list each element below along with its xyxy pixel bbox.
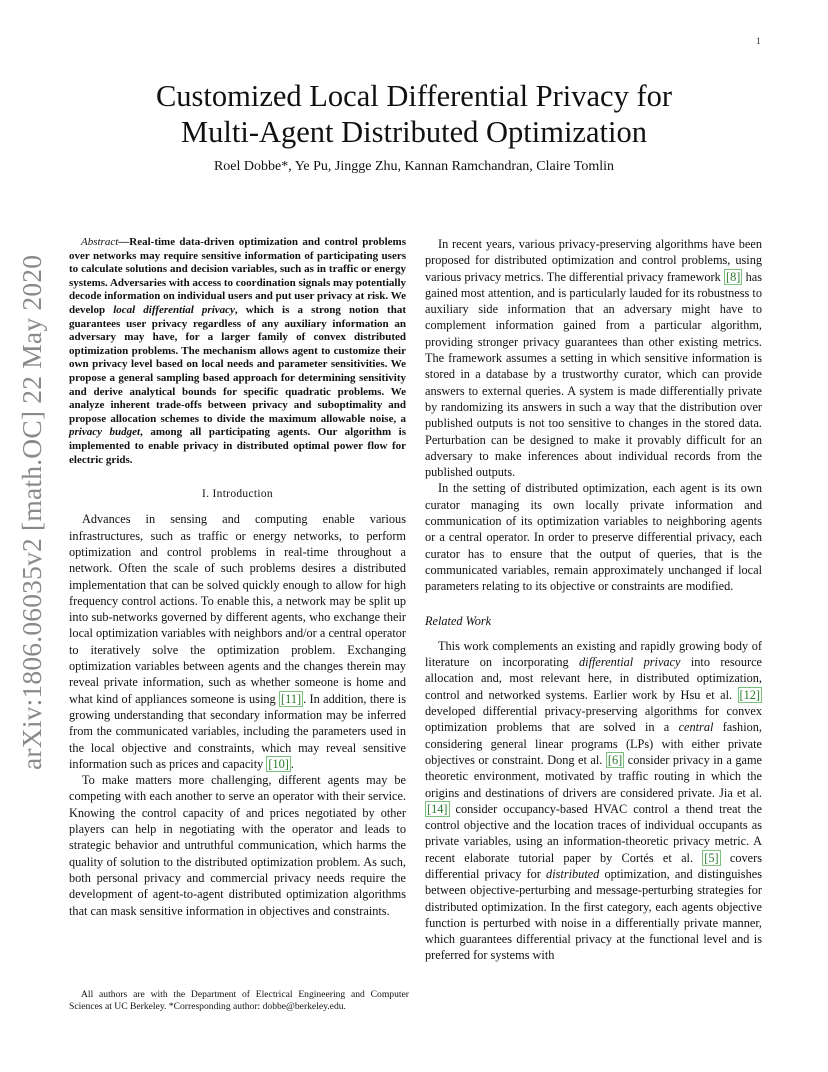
title-line-2: Multi-Agent Distributed Optimization	[181, 115, 647, 149]
page-number: 1	[756, 36, 761, 46]
right-p3-text-b: into resource allocation and, most relevant here, in distributed optimization, control and networked systems. Earlier work by Hsu et al.	[425, 655, 762, 702]
abstract-label: Abstract	[81, 236, 119, 248]
intro-p1-text-b: . In addition, there is growing understanding that secondary information may be inferred from the communicated variables, including the parameters used in the local objective and constraints, which may reveal sensitive information such as prices and capacity	[69, 691, 406, 771]
right-p3-italic-3: distributed	[546, 866, 600, 881]
right-p3-italic-1: differential privacy	[579, 655, 681, 670]
abstract-text-c: , among all participating agents. Our algorithm is implemented to enable privacy in distributed optimal power flow for electric grids.	[69, 426, 406, 466]
right-p1-text-b: has gained most attention, and is particularly lauded for its robustness to auxiliary side information that an adversary might have to complement information gained from a particular algorithm, providing stronger privacy guarantees than other existing metrics. The framework assumes a setting in which sensitive information is stored in a database by a trustworthy curator, which can provide answers to external queries. A system is made differentially private by randomizing its answers in such a way that the distribution over published outputs is not too sensitive to changes in the stored data. Perturbation can be designed to make it provably difficult for an adversary to make inferences about individual records from the published outputs.	[425, 269, 762, 480]
title-line-1: Customized Local Differential Privacy for	[155, 79, 673, 113]
citation-link[interactable]: [6]	[607, 752, 623, 767]
abstract-text-b: , which is a strong notion that guarantees user privacy regardless of any auxiliary information an adversary may have, for a larger family of convex distributed optimization problems. The mechanism allows agent to customize their own privacy level based on local needs and parameter sensitivities. We propose a general sampling based approach for determining sensitivity and derive analytical bounds for specific quadratic problems. We analyze inherent trade-offs between privacy and suboptimality and propose allocation schemes to divide the maximum allowable noise, a	[69, 303, 406, 425]
intro-paragraph-2: To make matters more challenging, different agents may be competing with each another to serve an operator with their service. Knowing the control capacity of and prices negotiated by other players can help in negotiating with the operator and leads to strategic behavior and untruthful communication, which harms the quality of solution to the distributed optimization problem. As such, both personal privacy and commercial privacy needs require the development of agent-to-agent distributed optimization algorithms that can mask sensitive information in objectives and constraints.	[69, 773, 406, 918]
intro-p1-text-c: .	[290, 756, 294, 771]
related-work-heading: Related Work	[425, 613, 492, 628]
abstract	[69, 236, 406, 467]
abstract-dash: —	[118, 236, 130, 248]
intro-paragraph-1	[69, 511, 406, 772]
citation-link[interactable]: [12]	[739, 687, 760, 702]
left-column	[69, 236, 406, 919]
right-p3-text-d: fashion, considering general linear programs (LPs) with either private objectives or constraint. Dong et al.	[425, 720, 762, 767]
intro-p1-text-a: Advances in sensing and computing enable various infrastructures, such as traffic or energy networks, to perform optimization and control problems in real-time throughout a network. Often the scale of such problems desires a distributed implementation that can be solved quickly enough to allow for high frequency control actions. To enable this, a network may be split up into sub-networks governed by different agents, who exchange their local optimization variables with neighbors and/or a central operator to iteratively solve the optimization problem. Exchanging optimization variables between agents and the changes therein may reveal private information, such as whether someone is home and what kind of appliances someone is using	[69, 512, 406, 706]
paper-title	[60, 78, 768, 150]
right-p3-text-a: This work complements an existing and rapidly growing body of literature on incorporating	[425, 638, 762, 670]
right-paragraph-1	[425, 236, 762, 480]
right-column	[425, 236, 762, 964]
right-p3-text-c: developed differential privacy-preserving algorithms for convex optimization problems that are solved in a	[425, 704, 762, 735]
citation-link[interactable]: [14]	[427, 801, 448, 816]
abstract-text-a: Real-time data-driven optimization and control problems over networks may require sensitive information of participating users to calculate solutions and decision variables, such as in traffic or energy systems. Adversaries with access to coordination signals may potentially decode information on individual users and put user privacy at risk. We develop	[69, 236, 407, 316]
right-p3-text-g: covers differential privacy for	[425, 850, 763, 881]
citation-link[interactable]: [5]	[704, 850, 719, 865]
abstract-italic-b: privacy budget	[69, 426, 141, 439]
introduction-heading: I. Introduction	[202, 488, 273, 501]
abstract-italic-a: local differential privacy	[113, 303, 235, 316]
citation-link[interactable]: [11]	[281, 691, 302, 706]
right-paragraph-2: In the setting of distributed optimization, each agent is its own curator managing its own locally private information and communication of its optimization variables to neighboring agents or a central operator. In order to preserve differential privacy, each curator has to ensure that the output of queries, that is the communicated variables, remain approximately unchanged if local parameters relating to its objective or constraints are modified.	[425, 481, 762, 594]
citation-link[interactable]: [10]	[268, 756, 289, 771]
right-p3-text-f: consider occupancy-based HVAC control a thend treat the control objective and the location traces of individual occupants as private variables, using an information-theoretic privacy metric. A recent elaborate tutorial paper by Cortés et al.	[425, 801, 762, 865]
affiliation-footnote: All authors are with the Department of Electrical Engineering and Computer Sciences at UC Berkeley. *Corresponding author: dobbe@berkeley.edu.	[69, 989, 409, 1012]
right-p3-text-e: consider privacy in a game theoretic environment, motivated by traffic routing in which the origins and destinations of drivers are considered private. Jia et al.	[425, 752, 762, 800]
right-p1-text-a: In recent years, various privacy-preserving algorithms have been proposed for distributed optimization and control problems, using various privacy metrics. The differential privacy framework	[425, 237, 762, 284]
arxiv-stamp: arXiv:1806.06035v2 [math.OC] 22 May 2020	[16, 254, 47, 770]
right-p3-text-h: optimization, and distinguishes between objective-perturbing and message-perturbing strategies for distributed optimization. In the first category, each agents objective function is perturbed with noise in a differentially private manner, which guarantees differential privacy at the functional level and is preferred for systems with	[425, 866, 762, 963]
right-p3-italic-2: central	[678, 720, 714, 735]
author-list: Roel Dobbe*, Ye Pu, Jingge Zhu, Kannan Ramchandran, Claire Tomlin	[213, 159, 615, 174]
related-work-paragraph	[425, 638, 762, 964]
citation-link[interactable]: [8]	[726, 269, 741, 284]
